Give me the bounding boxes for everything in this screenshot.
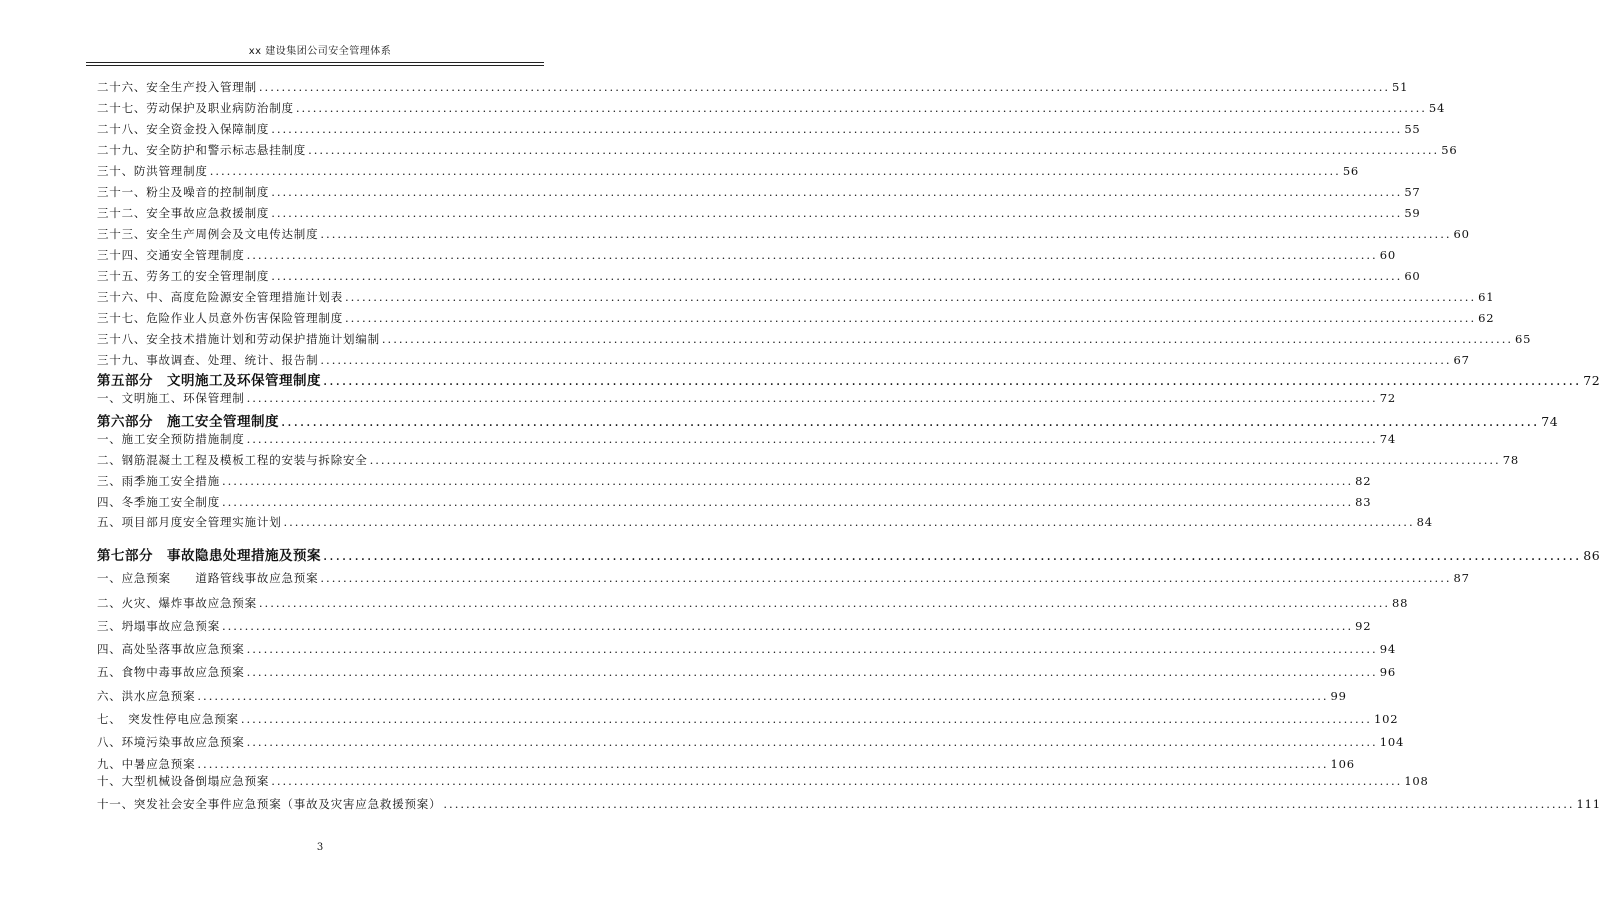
toc-entry	[97, 100, 1446, 116]
toc-entry-title: 三十二、安全事故应急救援制度	[97, 206, 270, 220]
toc-leader-dots: ........................................................................................................................................................................................................	[323, 373, 1582, 389]
toc-page-number: 62	[1478, 311, 1495, 325]
toc-leader-dots: ........................................................................................................................................................................................................	[271, 185, 1403, 199]
toc-page-number: 83	[1355, 495, 1372, 509]
toc-page-number: 86	[1583, 548, 1601, 563]
toc-entry	[97, 773, 1429, 789]
toc-page-number: 88	[1392, 596, 1409, 610]
toc-leader-dots: ........................................................................................................................................................................................................	[209, 164, 1341, 178]
toc-leader-dots: ........................................................................................................................................................................................................	[246, 248, 1378, 262]
toc-entry	[97, 641, 1396, 657]
toc-entry-title: 二、火灾、爆炸事故应急预案	[97, 596, 257, 610]
toc-entry	[97, 390, 1396, 406]
toc-entry-title: 五、食物中毒事故应急预案	[97, 665, 245, 679]
toc-leader-dots: ........................................................................................................................................................................................................	[271, 206, 1403, 220]
toc-entry-title: 四、冬季施工安全制度	[97, 495, 220, 509]
toc-entry-title: 三、雨季施工安全措施	[97, 474, 220, 488]
toc-entry-title: 一、施工安全预防措施制度	[97, 432, 245, 446]
toc-page-number: 65	[1515, 332, 1532, 346]
toc-entry	[97, 184, 1421, 200]
toc-page-number: 59	[1404, 206, 1421, 220]
toc-entry-title: 十、大型机械设备倒塌应急预案	[97, 774, 270, 788]
toc-entry-title: 三十、防洪管理制度	[97, 164, 208, 178]
toc-entry-title: 第五部分 文明施工及环保管理制度	[97, 373, 321, 389]
toc-entry	[97, 595, 1409, 611]
toc-page-number: 108	[1404, 774, 1429, 788]
toc-entry	[97, 268, 1421, 284]
toc-leader-dots: ........................................................................................................................................................................................................	[345, 290, 1477, 304]
toc-entry-title: 三十六、中、高度危险源安全管理措施计划表	[97, 290, 343, 304]
toc-page-number: 94	[1379, 642, 1396, 656]
toc-leader-dots: ........................................................................................................................................................................................................	[320, 353, 1452, 367]
toc-page-number: 56	[1441, 143, 1458, 157]
toc-page-number: 55	[1404, 122, 1421, 136]
toc-entry	[97, 226, 1470, 242]
toc-leader-dots: ........................................................................................................................................................................................................	[222, 619, 1354, 633]
toc-entry	[97, 570, 1470, 586]
toc-entry	[97, 163, 1360, 179]
toc-page-number: 87	[1453, 571, 1470, 585]
toc-entry-title: 四、高处坠落事故应急预案	[97, 642, 245, 656]
toc-leader-dots: ........................................................................................................................................................................................................	[345, 311, 1477, 325]
toc-entry-title: 二十八、安全资金投入保障制度	[97, 122, 270, 136]
toc-entry	[97, 247, 1396, 263]
toc-leader-dots: ........................................................................................................................................................................................................	[281, 414, 1540, 430]
toc-entry-title: 八、环境污染事故应急预案	[97, 735, 245, 749]
toc-leader-dots: ........................................................................................................................................................................................................	[246, 642, 1378, 656]
running-header: xx 建设集团公司安全管理体系	[248, 46, 392, 57]
toc-entry-title: 三十四、交通安全管理制度	[97, 248, 245, 262]
toc-entry-title: 三、坍塌事故应急预案	[97, 619, 220, 633]
toc-leader-dots: ........................................................................................................................................................................................................	[246, 735, 1378, 749]
toc-leader-dots: ........................................................................................................................................................................................................	[271, 269, 1403, 283]
toc-leader-dots: ........................................................................................................................................................................................................	[222, 474, 1354, 488]
toc-entry-title: 二十九、安全防护和警示标志悬挂制度	[97, 143, 307, 157]
toc-leader-dots: ........................................................................................................................................................................................................	[320, 571, 1452, 585]
toc-entry	[97, 618, 1372, 634]
toc-page-number: 60	[1453, 227, 1470, 241]
toc-entry	[97, 711, 1399, 727]
toc-part-heading	[97, 544, 1601, 564]
toc-leader-dots: ........................................................................................................................................................................................................	[323, 548, 1582, 564]
toc-leader-dots: ........................................................................................................................................................................................................	[197, 757, 1329, 771]
toc-entry	[97, 142, 1458, 158]
toc-part-heading	[97, 410, 1559, 430]
toc-entry	[97, 756, 1355, 772]
toc-entry	[97, 205, 1421, 221]
toc-page-number: 74	[1379, 432, 1396, 446]
toc-page-number: 99	[1330, 689, 1347, 703]
toc-page-number: 57	[1404, 185, 1421, 199]
toc-entry	[97, 664, 1396, 680]
toc-leader-dots: ........................................................................................................................................................................................................	[271, 122, 1403, 136]
toc-entry-title: 三十七、危险作业人员意外伤害保险管理制度	[97, 311, 343, 325]
toc-leader-dots: ........................................................................................................................................................................................................	[381, 332, 1514, 346]
toc-entry-title: 五、项目部月度安全管理实施计划	[97, 515, 282, 529]
page-number: 3	[316, 842, 324, 853]
toc-leader-dots: ........................................................................................................................................................................................................	[197, 689, 1329, 703]
toc-entry-title: 三十九、事故调查、处理、统计、报告制	[97, 353, 319, 367]
toc-entry-title: 六、洪水应急预案	[97, 689, 196, 703]
toc-leader-dots: ........................................................................................................................................................................................................	[246, 665, 1378, 679]
toc-leader-dots: ........................................................................................................................................................................................................	[308, 143, 1440, 157]
toc-page-number: 67	[1453, 353, 1470, 367]
toc-entry-title: 三十三、安全生产周例会及文电传达制度	[97, 227, 319, 241]
toc-page-number: 104	[1379, 735, 1405, 749]
toc-entry-title: 三十五、劳务工的安全管理制度	[97, 269, 270, 283]
toc-leader-dots: ........................................................................................................................................................................................................	[222, 495, 1354, 509]
toc-page-number: 60	[1379, 248, 1396, 262]
toc-entry-title: 三十八、安全技术措施计划和劳动保护措施计划编制	[97, 332, 380, 346]
toc-page-number: 96	[1379, 665, 1396, 679]
toc-entry	[97, 796, 1601, 812]
toc-entry	[97, 310, 1495, 326]
toc-page-number: 51	[1392, 80, 1409, 94]
toc-entry-title: 第七部分 事故隐患处理措施及预案	[97, 548, 321, 564]
toc-entry-title: 二、钢筋混凝土工程及模板工程的安装与拆除安全	[97, 453, 368, 467]
toc-page-number: 74	[1541, 414, 1559, 429]
header-rule	[86, 62, 544, 63]
toc-entry-title: 十一、突发社会安全事件应急预案（事故及灾害应急救援预案）	[97, 797, 442, 811]
toc-leader-dots: ........................................................................................................................................................................................................	[443, 797, 1575, 811]
toc-entry	[97, 494, 1372, 510]
toc-entry	[97, 352, 1470, 368]
toc-entry	[97, 734, 1405, 750]
toc-entry-title: 一、应急预案 道路管线事故应急预案	[97, 571, 319, 585]
toc-leader-dots: ........................................................................................................................................................................................................	[246, 391, 1378, 405]
toc-entry	[97, 473, 1372, 489]
toc-entry-title: 七、 突发性停电应急预案	[97, 712, 239, 726]
toc-page-number: 84	[1416, 515, 1433, 529]
toc-page-number: 102	[1373, 712, 1399, 726]
toc-page-number: 106	[1330, 757, 1355, 771]
toc-page-number: 56	[1342, 164, 1360, 178]
toc-entry-title: 三十一、粉尘及噪音的控制制度	[97, 185, 270, 199]
toc-leader-dots: ........................................................................................................................................................................................................	[258, 596, 1391, 610]
toc-entry	[97, 79, 1409, 95]
toc-page-number: 78	[1502, 453, 1519, 467]
toc-entry-title: 九、中暑应急预案	[97, 757, 196, 771]
toc-entry	[97, 289, 1495, 305]
toc-leader-dots: ........................................................................................................................................................................................................	[295, 101, 1427, 115]
toc-page-number: 61	[1478, 290, 1495, 304]
toc-entry	[97, 688, 1347, 704]
toc-entry	[97, 121, 1421, 137]
toc-page-number: 82	[1355, 474, 1372, 488]
toc-entry-title: 第六部分 施工安全管理制度	[97, 414, 279, 430]
toc-leader-dots: ........................................................................................................................................................................................................	[283, 515, 1415, 529]
toc-entry-title: 二十六、安全生产投入管理制	[97, 80, 257, 94]
toc-entry	[97, 452, 1519, 468]
toc-page-number: 60	[1404, 269, 1421, 283]
toc-leader-dots: ........................................................................................................................................................................................................	[271, 774, 1403, 788]
toc-page-number: 72	[1583, 373, 1601, 388]
toc-leader-dots: ........................................................................................................................................................................................................	[258, 80, 1391, 94]
toc-page-number: 111	[1576, 797, 1601, 811]
toc-entry-title: 二十七、劳动保护及职业病防治制度	[97, 101, 294, 115]
header-rule-thin	[86, 65, 544, 66]
toc-part-heading	[97, 369, 1601, 389]
toc-leader-dots: ........................................................................................................................................................................................................	[246, 432, 1378, 446]
toc-entry	[97, 331, 1532, 347]
toc-page-number: 92	[1355, 619, 1372, 633]
toc-page-number: 54	[1428, 101, 1446, 115]
toc-leader-dots: ........................................................................................................................................................................................................	[240, 712, 1372, 726]
toc-page-number: 72	[1379, 391, 1396, 405]
toc-leader-dots: ........................................................................................................................................................................................................	[369, 453, 1501, 467]
toc-leader-dots: ........................................................................................................................................................................................................	[320, 227, 1452, 241]
toc-entry	[97, 431, 1396, 447]
toc-entry	[97, 514, 1433, 530]
toc-entry-title: 一、文明施工、环保管理制	[97, 391, 245, 405]
